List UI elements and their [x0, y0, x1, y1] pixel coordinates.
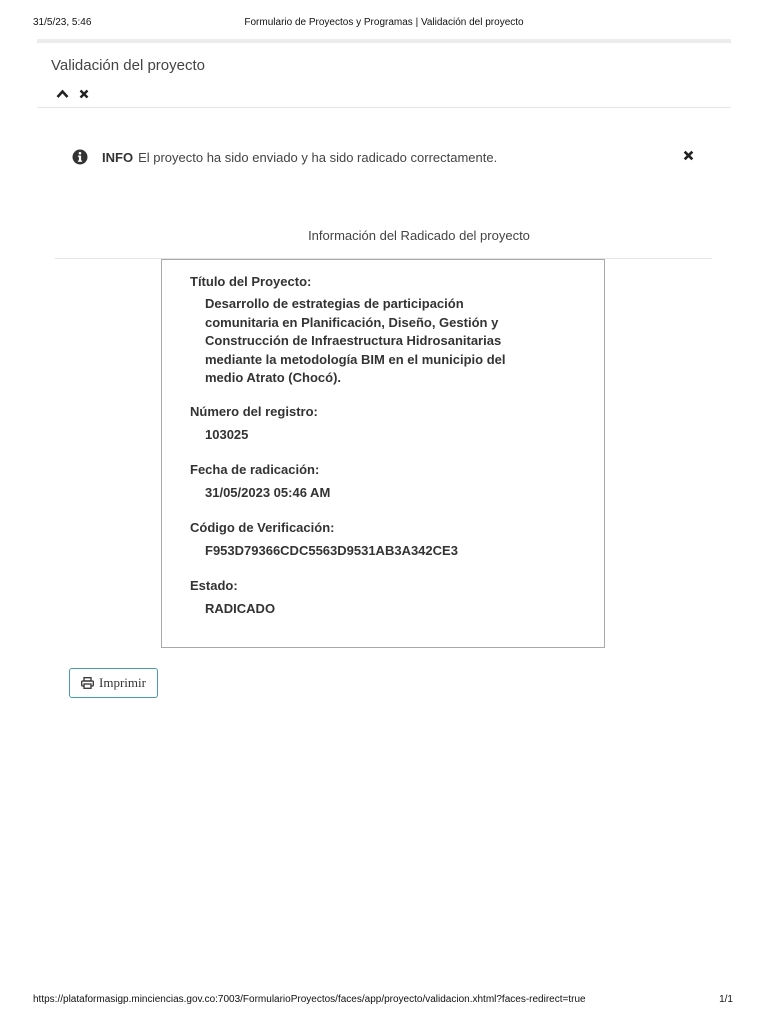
project-title-value: [205, 295, 545, 388]
filing-date-label: Fecha de radicación:: [190, 462, 320, 477]
status-label: Estado:: [190, 578, 238, 593]
print-url: https://plataformasigp.minciencias.gov.co:7003/FormularioProyectos/faces/app/proyecto/validacion.xhtml?faces-redirect=true: [33, 994, 586, 1005]
print-header: [0, 0, 768, 34]
filing-date-value: 31/05/2023 05:46 AM: [205, 485, 331, 500]
message-close-icon[interactable]: [683, 150, 697, 164]
registration-number-value: 103025: [205, 427, 249, 442]
info-message: [72, 147, 497, 167]
info-circle-icon: [72, 149, 88, 165]
printer-icon: [81, 677, 94, 689]
project-title-line: medio Atrato (Chocó).: [205, 370, 342, 385]
print-page-title: Formulario de Proyectos y Programas | Validación del proyecto: [244, 17, 524, 28]
filing-info-card: [161, 259, 605, 648]
project-title-line: comunitaria en Planificación, Diseño, Gestión y: [205, 314, 499, 330]
status-value: RADICADO: [205, 601, 276, 616]
message-text: El proyecto ha sido enviado y ha sido radicado correctamente.: [138, 149, 498, 165]
project-title-line: Construcción de Infraestructura Hidrosanitarias: [205, 333, 502, 348]
print-datetime: 31/5/23, 5:46: [33, 17, 92, 28]
panel-divider: [37, 107, 731, 108]
print-button[interactable]: [69, 668, 158, 698]
print-button-label: Imprimir: [99, 675, 146, 690]
verification-code-value: F953D79366CDC5563D9531AB3A342CE3: [205, 543, 458, 558]
print-page-number: 1/1: [719, 994, 733, 1005]
panel-title: Validación del proyecto: [51, 57, 205, 74]
registration-number-label: Número del registro:: [190, 404, 318, 419]
message-severity: INFO: [102, 149, 134, 165]
panel-top-border: [37, 39, 731, 43]
project-title-line: Desarrollo de estrategias de participación: [205, 296, 464, 311]
panel-tools: [54, 86, 92, 102]
chevron-up-icon[interactable]: [54, 86, 70, 102]
close-icon[interactable]: [76, 86, 92, 102]
section-title: Información del Radicado del proyecto: [308, 228, 530, 243]
print-footer: [0, 992, 768, 1008]
project-title-line: mediante la metodología BIM en el municipio del: [205, 351, 506, 367]
verification-code-label: Código de Verificación:: [190, 520, 335, 535]
project-title-label: Título del Proyecto:: [190, 274, 312, 289]
